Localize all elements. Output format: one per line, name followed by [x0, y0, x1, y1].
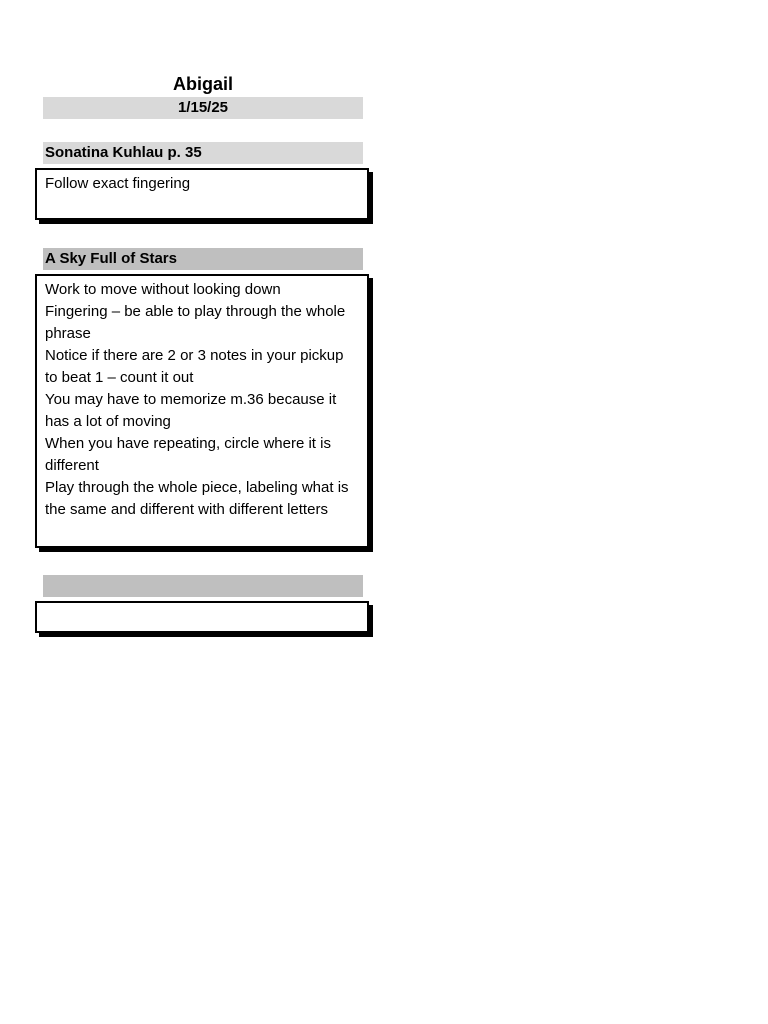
note-line: Follow exact fingering [45, 175, 191, 192]
note-line: Work to move without looking down [45, 281, 281, 298]
section-header-sky-full-of-stars: A Sky Full of Stars [43, 248, 363, 270]
section-notes-sky-full-of-stars [35, 274, 369, 548]
section-header-empty [43, 575, 363, 597]
note-line: Notice if there are 2 or 3 notes in your pickup to beat 1 – count it out [45, 347, 344, 386]
lesson-date: 1/15/25 [43, 97, 363, 119]
section-notes-sonatina [35, 168, 369, 220]
section-notes-empty [35, 601, 369, 633]
note-line: Fingering – be able to play through the whole phrase [45, 303, 346, 342]
student-name: Abigail [172, 74, 233, 94]
note-line: Play through the whole piece, labeling what is the same and different with different letters [45, 479, 349, 518]
note-line: You may have to memorize m.36 because it has a lot of moving [45, 391, 337, 430]
note-line: When you have repeating, circle where it is different [45, 435, 331, 474]
section-header-sonatina: Sonatina Kuhlau p. 35 [43, 142, 363, 164]
